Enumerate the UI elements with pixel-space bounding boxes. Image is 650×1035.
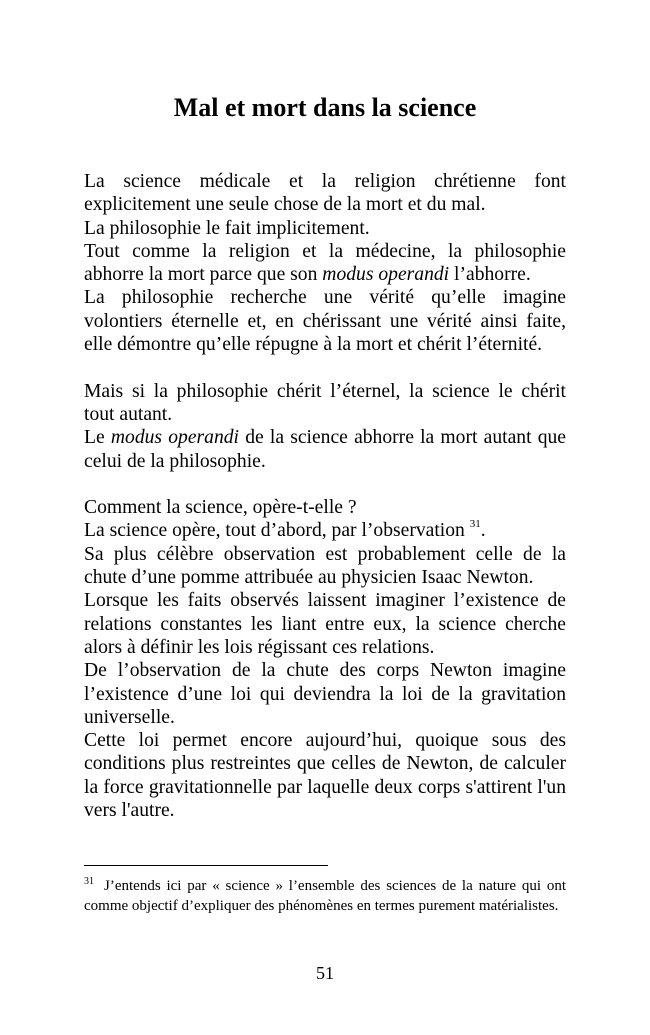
paragraph: Lorsque les faits observés laissent imaginer l’existence de relations constantes les liant entre eux, la science cherche alors à définir les lois régissant ces relations. [84,590,566,658]
paragraph: Sa plus célèbre observation est probablement celle de la chute d’une pomme attribuée au physicien Isaac Newton. [84,543,566,589]
paragraph-text: l’abhorre. [449,264,531,286]
body-text [84,170,566,822]
paragraph [84,240,566,287]
footnote-number: 31 [84,876,94,887]
paragraph-text: . [480,520,486,542]
paragraph: Cette loi permet encore aujourd’hui, quoique sous des conditions plus restreintes que celles de Newton, de calculer la force gravitationnelle par laquelle deux corps s'attirent l'un vers l'autre. [84,730,566,822]
footnote [84,876,566,916]
paragraph: Mais si la philosophie chérit l’éternel, la science le chérit tout autant. [84,380,566,425]
page-number: 51 [316,963,334,983]
paragraph: Comment la science, opère-t-elle ? [84,497,357,519]
paragraph-text: Le [84,427,111,449]
paragraph: De l’observation de la chute des corps Newton imagine l’existence d’une loi qui deviendra la loi de la gravitation universelle. [84,660,566,728]
paragraph-text: de la science abhorre la mort autant que celui de la philosophie. [84,427,566,472]
italic-phrase: modus operandi [322,264,450,286]
paragraph-gap [84,356,566,379]
paragraph-text: Tout comme la religion et la médecine, la philosophie abhorre la mort parce que son [84,240,566,286]
chapter-title: Mal et mort dans la science [173,93,477,122]
paragraph: La science médicale et la religion chrétienne font explicitement une seule chose de la mort et du mal. [84,171,566,216]
footnote-reference[interactable]: 31 [469,517,481,530]
paragraph-text: La science opère, tout d’abord, par l’observation [84,520,470,542]
footnote-text: J’entends ici par « science » l’ensemble des sciences de la nature qui ont comme objectif d’expliquer des phénomènes en termes purement matérialistes. [84,878,566,914]
paragraph [84,426,566,473]
paragraph [84,519,566,542]
footnote-divider [84,865,328,866]
paragraph: La philosophie le fait implicitement. [84,217,370,239]
paragraph-gap [84,473,566,496]
paragraph: La philosophie recherche une vérité qu’elle imagine volontiers éternelle et, en chérissant une vérité ainsi faite, elle démontre qu’elle répugne à la mort et chérit l’éternité. [84,287,566,356]
italic-phrase: modus operandi [110,427,239,449]
